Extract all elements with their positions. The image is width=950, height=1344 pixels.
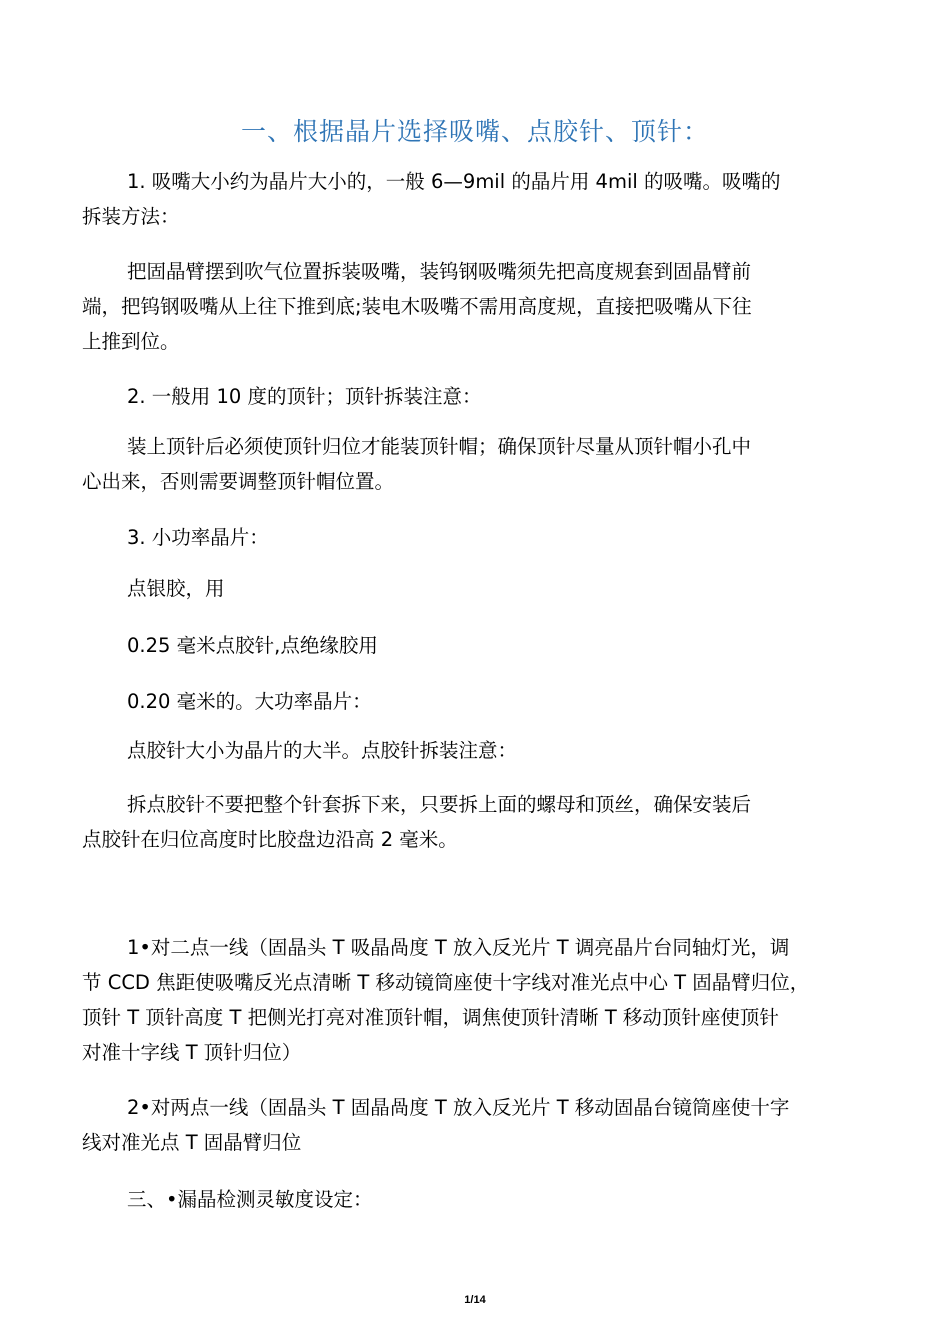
- paragraph-two-point-line: [82, 1090, 872, 1160]
- paragraph-ejector-pin: [82, 379, 872, 414]
- paragraph-section-three: [82, 1182, 872, 1217]
- text-line: 点银胶，用: [127, 577, 225, 600]
- paragraph-low-power: [82, 520, 872, 555]
- text-line: 1•对二点一线（固晶头 T 吸晶咼度 T 放入反光片 T 调亮晶片台同轴灯光，调: [127, 936, 790, 959]
- paragraph-nozzle-size: [82, 164, 872, 234]
- text-line: 1. 吸嘴大小约为晶片大小的，一般 6—9mil 的晶片用 4mil 的吸嘴。吸嘴的: [127, 170, 781, 193]
- text-line: 心出来，否则需要调整顶针帽位置。: [82, 470, 395, 493]
- paragraph-silver-glue: [82, 571, 872, 606]
- paragraph-ejector-install: [82, 429, 872, 499]
- text-line: 把固晶臂摆到吹气位置拆装吸嘴，装钨钢吸嘴须先把高度规套到固晶臂前: [127, 260, 752, 283]
- text-line: 3. 小功率晶片：: [127, 526, 269, 549]
- paragraph-needle-install: [82, 787, 872, 857]
- text-line: 2•对两点一线（固晶头 T 固晶咼度 T 放入反光片 T 移动固晶台镜筒座使十字: [127, 1096, 790, 1119]
- text-line: 2. 一般用 10 度的顶针；顶针拆装注意：: [127, 385, 482, 408]
- text-line: 0.25 毫米点胶针,点绝缘胶用: [127, 634, 378, 657]
- text-line: 端，把钨钢吸嘴从上往下推到底;装电木吸嘴不需用高度规，直接把吸嘴从下往: [82, 295, 752, 318]
- paragraph-nozzle-install: [82, 254, 872, 359]
- text-line: 拆装方法：: [82, 205, 180, 228]
- text-line: 节 CCD 焦距使吸嘴反光点清晰 T 移动镜筒座使十字线对准光点中心 T 固晶臂归位，: [82, 971, 810, 994]
- paragraph-needle-025: [82, 628, 872, 663]
- text-line: 0.20 毫米的。大功率晶片：: [127, 690, 372, 713]
- section-title: 一、根据晶片选择吸嘴、点胶针、顶针：: [240, 117, 709, 146]
- page-number: 1/14: [464, 1294, 486, 1306]
- text-line: 点胶针大小为晶片的大半。点胶针拆装注意：: [127, 739, 518, 762]
- paragraph-needle-020: [82, 684, 872, 719]
- paragraph-three-point-line: [82, 930, 872, 1070]
- text-line: 拆点胶针不要把整个针套拆下来，只要拆上面的螺母和顶丝，确保安装后: [127, 793, 752, 816]
- text-line: 线对准光点 T 固晶臂归位: [82, 1131, 302, 1154]
- text-line: 顶针 T 顶针高度 T 把侧光打亮对准顶针帽，调焦使顶针清晰 T 移动顶针座使顶针: [82, 1006, 779, 1029]
- text-line: 点胶针在归位高度时比胶盘边沿高 2 毫米。: [82, 828, 458, 851]
- text-line: 对准十字线 T 顶针归位）: [82, 1041, 302, 1064]
- paragraph-needle-size: [82, 733, 872, 768]
- text-line: 三、•漏晶检测灵敏度设定：: [127, 1188, 373, 1211]
- text-line: 装上顶针后必须使顶针归位才能装顶针帽；确保顶针尽量从顶针帽小孔中: [127, 435, 752, 458]
- text-line: 上推到位。: [82, 330, 180, 353]
